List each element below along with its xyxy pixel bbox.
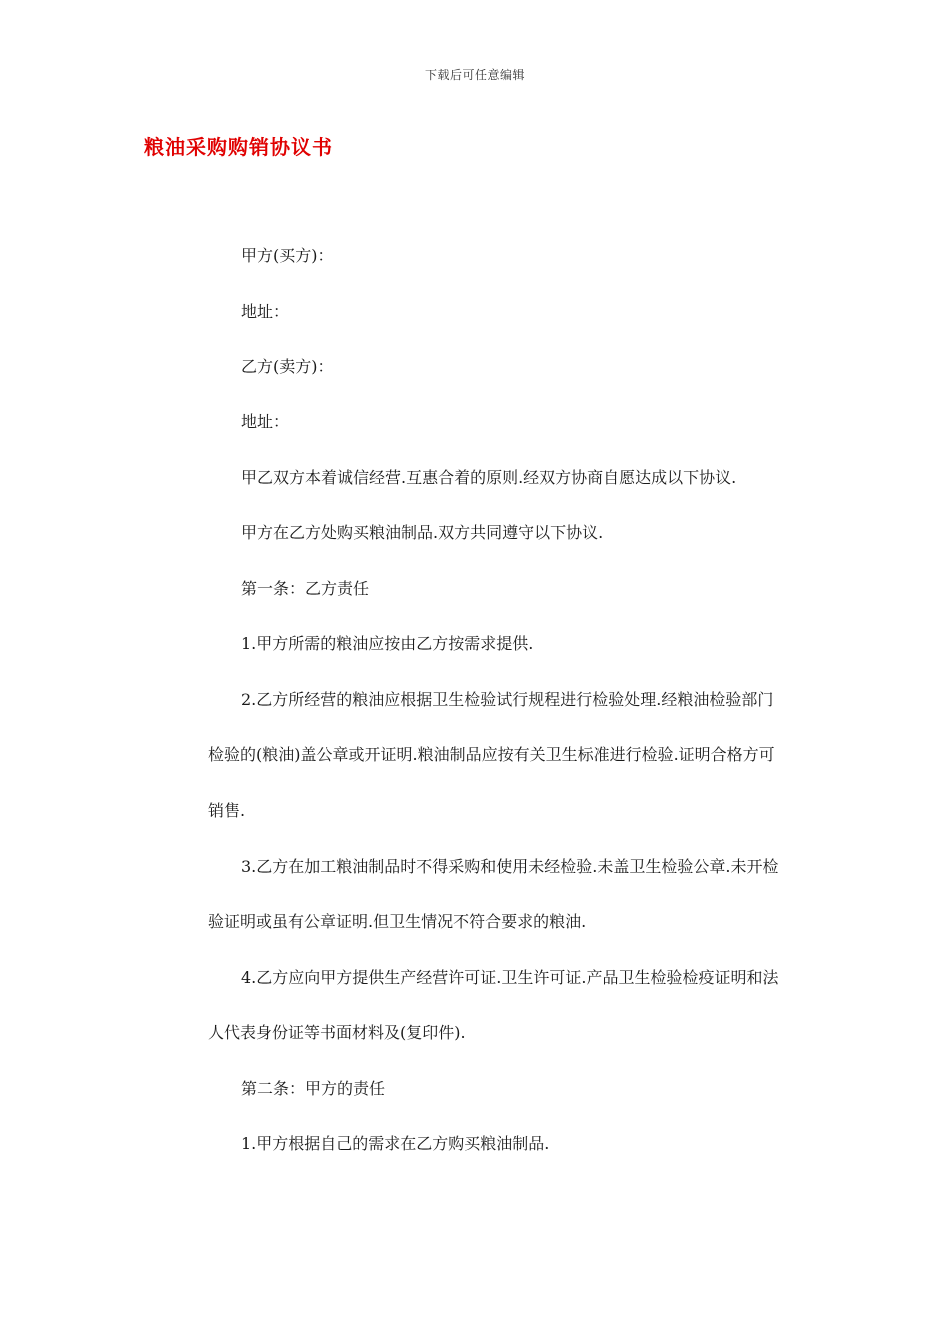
intro-paragraph-2: 甲方在乙方处购买粮油制品.双方共同遵守以下协议. bbox=[241, 523, 604, 542]
party-b-line: 乙方(卖方)： bbox=[241, 357, 334, 376]
party-a-line: 甲方(买方)： bbox=[241, 246, 334, 265]
address-b-line: 地址： bbox=[241, 412, 290, 431]
article-1-item-2-line-2: 检验的(粮油)盖公章或开证明.粮油制品应按有关卫生标准进行检验.证明合格方可 bbox=[208, 745, 775, 764]
article-1-item-2-line-3: 销售. bbox=[208, 801, 246, 820]
article-1-item-2-line-1: 2.乙方所经营的粮油应根据卫生检验试行规程进行检验处理.经粮油检验部门 bbox=[241, 690, 774, 709]
document-title: 粮油采购购销协议书 bbox=[144, 135, 333, 159]
article-1-item-4-line-2: 人代表身份证等书面材料及(复印件). bbox=[208, 1023, 466, 1042]
article-2-heading: 第二条：甲方的责任 bbox=[241, 1079, 386, 1098]
article-1-item-3-line-1: 3.乙方在加工粮油制品时不得采购和使用未经检验.未盖卫生检验公章.未开检 bbox=[241, 857, 779, 876]
article-1-item-4-line-1: 4.乙方应向甲方提供生产经营许可证.卫生许可证.产品卫生检验检疫证明和法 bbox=[241, 968, 779, 987]
intro-paragraph-1: 甲乙双方本着诚信经营.互惠合着的原则.经双方协商自愿达成以下协议. bbox=[241, 468, 737, 487]
article-1-heading: 第一条：乙方责任 bbox=[241, 579, 370, 598]
address-a-line: 地址： bbox=[241, 302, 290, 321]
article-1-item-1: 1.甲方所需的粮油应按由乙方按需求提供. bbox=[241, 634, 534, 653]
page-header: 下载后可任意编辑 bbox=[424, 68, 525, 82]
article-2-item-1: 1.甲方根据自己的需求在乙方购买粮油制品. bbox=[241, 1134, 550, 1153]
article-1-item-3-line-2: 验证明或虽有公章证明.但卫生情况不符合要求的粮油. bbox=[208, 912, 587, 931]
